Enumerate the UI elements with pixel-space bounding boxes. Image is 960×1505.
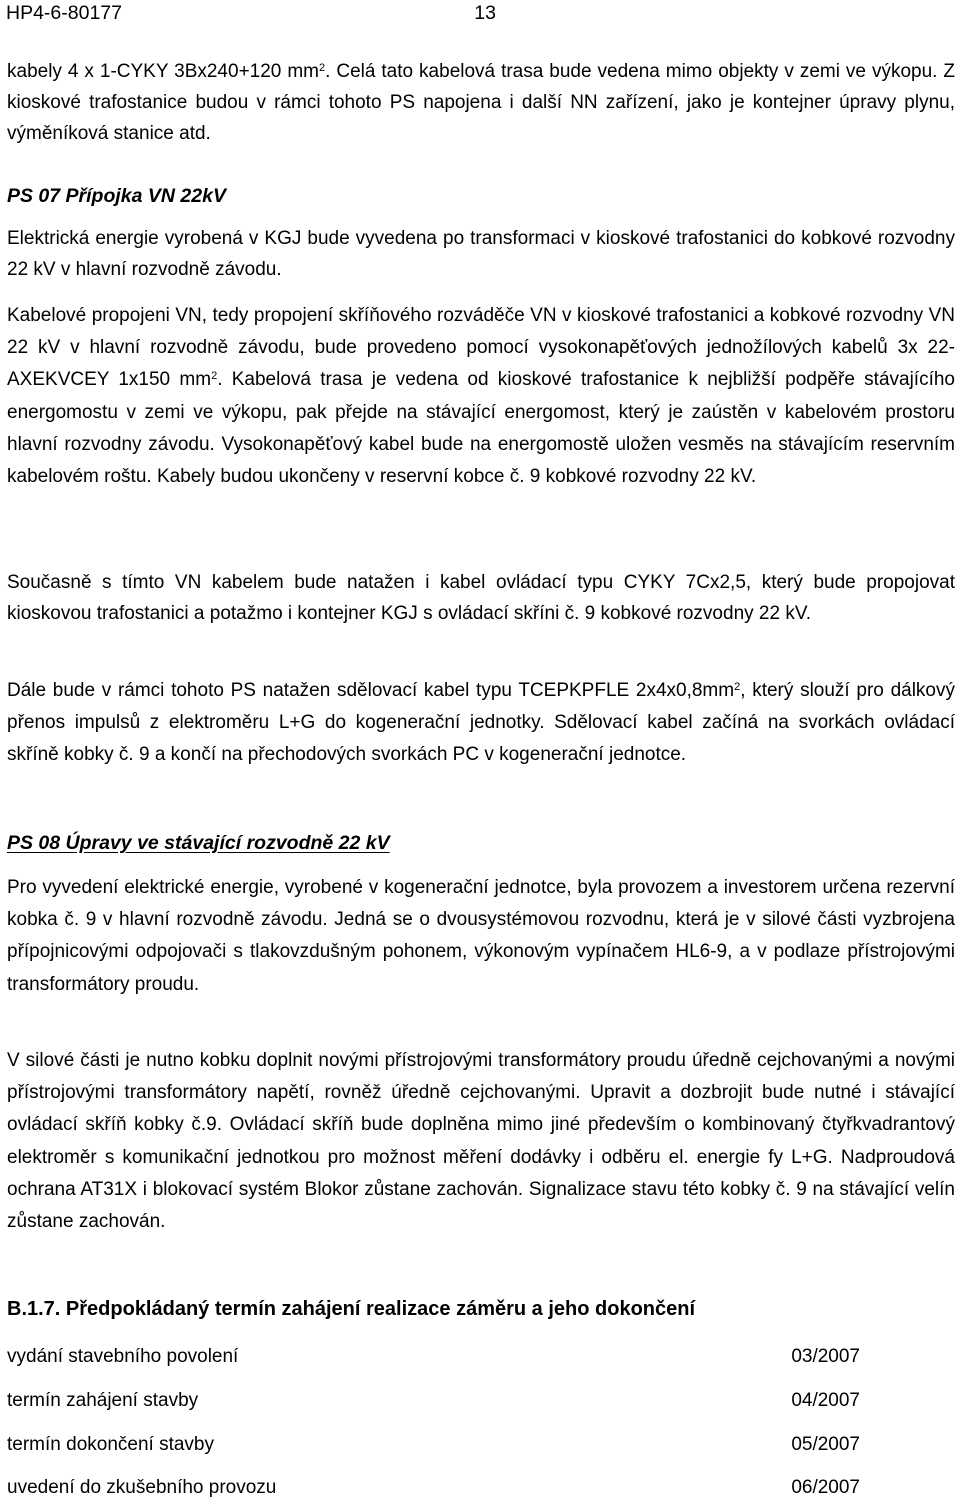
ps07-p2-superscript: 2 [211,370,218,383]
schedule-date: 05/2007 [791,1434,860,1455]
schedule-label: termín zahájení stavby [7,1390,199,1411]
schedule-label: termín dokončení stavby [7,1434,214,1455]
intro-text-a: kabely 4 x 1-CYKY 3Bx240+120 mm [7,61,319,82]
ps07-paragraph-2 [7,300,955,493]
page-number: 13 [474,2,496,24]
schedule-row [7,1433,860,1457]
ps07-paragraph-3: Současně s tímto VN kabelem bude natažen i kabel ovládací typu CYKY 7Cx2,5, který bude propojovat kioskovou trafostanici a potažmo i kontejner KGJ s ovládací skříni č. 9 kobkové rozvodny 22 kV. [7,572,955,624]
ps07-paragraph-4 [7,675,955,772]
ps07-p4-text-a: Dále bude v rámci tohoto PS natažen sdělovací kabel typu TCEPKPFLE 2x4x0,8mm [7,680,735,701]
ps07-p2-text-b: . Kabelová trasa je vedena od kioskové trafostanice k nejbližší podpěře stávajícího energomostu v zemi ve výkopu, pak přejde na stávající energomost, který je zaústěn v kabelovém prostoru hlavní rozvodny závodu. Vysokonapěťový kabel bude na energomostě uložen vesměs na stávajícím reservním kabelovém roštu. Kabely budou ukončeny v reservní kobce č. 9 kobkové rozvodny 22 kV. [7,369,955,488]
intro-paragraph [7,56,955,149]
ps07-heading: PS 07 Přípojka VN 22kV [7,185,226,207]
schedule-label: uvedení do zkušebního provozu [7,1477,277,1498]
ps07-paragraph-1: Elektrická energie vyrobená v KGJ bude vyvedena po transformaci v kioskové trafostanici do kobkové rozvodny 22 kV v hlavní rozvodně závodu. [7,228,955,280]
schedule-date: 03/2007 [791,1346,860,1367]
ps07-p2-text-a: Kabelové propojeni VN, tedy propojení skříňového rozváděče VN v kioskové trafostanici a kobkové rozvodny VN 22 kV v hlavní rozvodně závodu, bude provedeno pomocí vysokonapěťových jednožílových kabelů 3x 22-AXEKVCEY 1x150 mm [7,305,955,391]
schedule-date: 06/2007 [791,1477,860,1498]
ps08-heading: PS 08 Úpravy ve stávající rozvodně 22 kV [7,832,390,854]
page-header [6,0,496,26]
ps07-p4-text-b: , který slouží pro dálkový přenos impulsů z elektroměru L+G do kogenerační jednotky. Sdělovací kabel začíná na svorkách ovládací skříně kobky č. 9 a končí na přechodových svorkách PC v kogenerační jednotce. [7,680,955,766]
schedule-date: 04/2007 [791,1390,860,1411]
ps07-p4-superscript: 2 [734,681,741,693]
schedule-row [7,1389,860,1413]
ps08-paragraph-1: Pro vyvedení elektrické energie, vyrobené v kogenerační jednotce, byla provozem a investorem určena rezervní kobka č. 9 v hlavní rozvodně závodu. Jedná se o dvousystémovou rozvodnu, která je v silové části vyzbrojena přípojnicovými odpojovači s tlakovzdušným pohonem, výkonovým vypínačem HL6-9, a v podlaze přístrojovými transformátory proudu. [7,877,955,995]
b17-heading: B.1.7. Předpokládaný termín zahájení realizace záměru a jeho dokončení [7,1298,696,1320]
ps08-paragraph-2: V silové části je nutno kobku doplnit novými přístrojovými transformátory proudu úředně cejchovanými a novými přístrojovými transformátory napětí, rovněž úředně cejchovanými. Upravit a dozbrojit bude nutné i stávající ovládací skříň kobky č.9. Ovládací skříň bude doplněna mimo jiné především o kombinovaný čtyřkvadrantový elektroměr s komunikační jednotkou pro možnost měření dodávky i odběru el. energie fy L+G. Nadproudová ochrana AT31X i blokovací systém Blokor zůstane zachován. Signalizace stavu této kobky č. 9 na stávající velín zůstane zachován. [7,1050,955,1233]
schedule-label: vydání stavebního povolení [7,1346,239,1367]
schedule-row [7,1476,860,1500]
intro-text-b: . Celá tato kabelová trasa bude vedena mimo objekty v zemi ve výkopu. Z kioskové trafostanice budou v rámci tohoto PS napojena i další NN zařízení, jako je kontejner úpravy plynu, výměníková stanice atd. [7,61,955,144]
intro-superscript: 2 [319,62,326,74]
schedule-row [7,1345,860,1369]
document-id: HP4-6-80177 [6,2,122,24]
